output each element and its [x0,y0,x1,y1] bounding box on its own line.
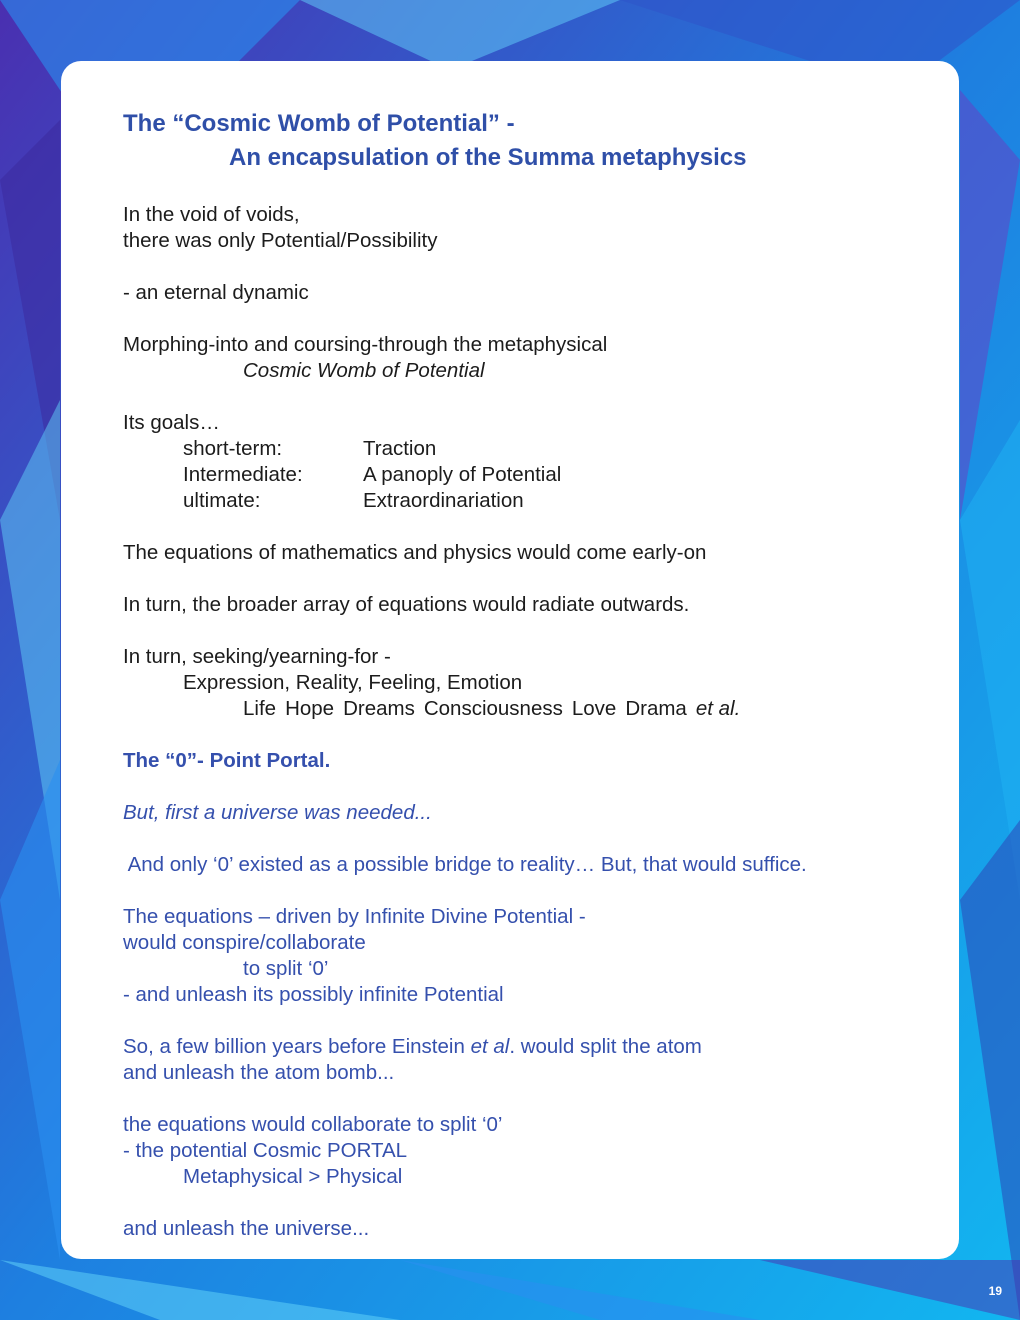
text-line: Expression, Reality, Feeling, Emotion [183,671,523,694]
text-line: - the potential Cosmic PORTAL [123,1139,408,1162]
title-line-2: An encapsulation of the Summa metaphysics [229,144,747,171]
poem-body [123,202,943,1242]
portal-heading: The “0”- Point Portal. [123,749,331,772]
title-line-1: The “Cosmic Womb of Potential” - [123,110,515,137]
page-number: 19 [988,1284,1002,1298]
text-line: and unleash the universe... [123,1217,370,1240]
goal-label: Intermediate: [183,463,303,486]
text-line: Morphing-into and coursing-through the metaphysical [123,333,608,356]
portal-intro: But, first a universe was needed... [123,801,432,824]
goals-heading: Its goals… [123,411,220,434]
text-part: So, a few billion years before Einstein [123,1035,471,1058]
text-line: The equations of mathematics and physics would come early-on [123,541,707,564]
cosmic-womb-phrase: Cosmic Womb of Potential [243,359,485,382]
text-line [123,1034,943,1060]
goal-value: Extraordinariation [363,489,524,512]
text-line: the equations would collaborate to split ‘0’ [123,1113,503,1136]
page-card [61,61,959,1259]
goal-row [123,436,943,462]
text-line: - and unleash its possibly infinite Potential [123,983,504,1006]
text-line: and unleash the atom bomb... [123,1061,395,1084]
word: Love [571,697,617,720]
word: Drama [625,697,687,720]
text-line: there was only Potential/Possibility [123,229,438,252]
text-line-italic [123,800,943,826]
goal-label: ultimate: [183,489,261,512]
text-line: The equations – driven by Infinite Divine Potential - [123,905,586,928]
page-content [123,107,943,1242]
text-line: In turn, the broader array of equations would radiate outwards. [123,593,690,616]
page-title [123,107,943,175]
text-line: would conspire/collaborate [123,931,366,954]
text-line: In turn, seeking/yearning-for - [123,645,391,668]
text-line: to split ‘0’ [243,957,329,980]
text-line-italic [123,358,943,384]
word: Hope [285,697,335,720]
text-line: In the void of voids, [123,203,300,226]
et-al: et al. [695,697,741,720]
text-line: And only ‘0’ existed as a possible bridge to reality… But, that would suffice. [123,853,807,876]
text-line-wordlist [123,696,943,722]
goal-value: A panoply of Potential [363,463,562,486]
goal-row [123,462,943,488]
text-part: . would split the atom [509,1035,702,1058]
word: Life [243,697,277,720]
text-line: Metaphysical > Physical [183,1165,403,1188]
text-line: - an eternal dynamic [123,281,309,304]
et-al: et al [470,1035,510,1058]
goal-value: Traction [363,437,437,460]
word: Consciousness [423,697,563,720]
goal-row [123,488,943,514]
goal-label: short-term: [183,437,283,460]
word: Dreams [343,697,415,720]
